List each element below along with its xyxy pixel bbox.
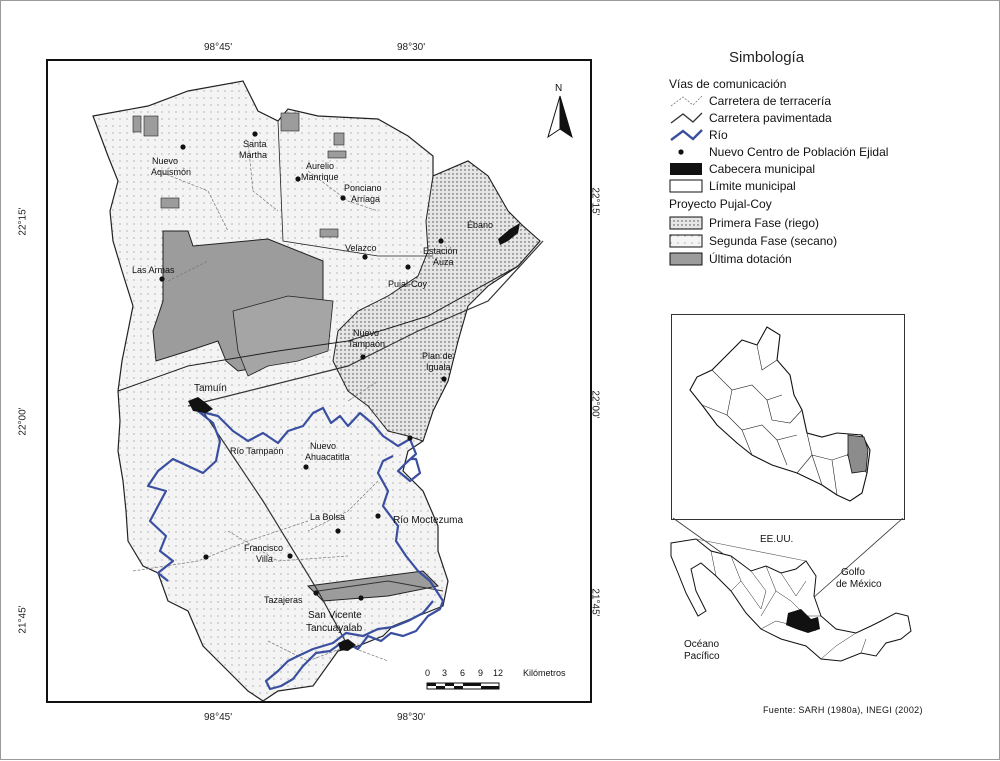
label-nuevo-ahuacatitla: Nuevo [310, 441, 337, 451]
scale-tick-3: 3 [442, 668, 448, 678]
scale-tick-9: 9 [478, 668, 484, 678]
label-nuevo-tampaon-2: Tampaón [348, 339, 386, 349]
inset-mexico-map [656, 521, 931, 696]
label-oceano-1: Océano [684, 639, 720, 650]
legend-label-primera: Primera Fase (riego) [709, 216, 820, 230]
scale-tick-0: 0 [425, 668, 431, 678]
scale-tick-6: 6 [460, 668, 466, 678]
label-las-armas: Las Armas [132, 265, 175, 275]
label-nuevo-aquismon: Nuevo [152, 156, 179, 166]
legend-vias-heading: Vías de comunicación [669, 77, 787, 91]
legend-title: Simbología [729, 49, 805, 66]
legend-label-rio: Río [709, 128, 728, 142]
label-francisco-villa: Francisco [244, 543, 284, 553]
label-nuevo-aquismon-2: Aquismón [151, 167, 192, 177]
label-rio-tampaon: Río Tampaón [230, 446, 284, 456]
label-aurelio: Aurelio [306, 161, 335, 171]
legend-proyecto-heading: Proyecto Pujal-Coy [669, 197, 772, 211]
label-tazajeras: Tazajeras [264, 595, 303, 605]
legend-label-limite: Límite municipal [709, 179, 796, 193]
label-ponciano-2: Arriaga [351, 194, 381, 204]
coord-left-bottom: 21°45' [17, 605, 29, 634]
label-oceano-2: Pacífico [684, 651, 720, 662]
label-plan-iguala: Plan de [422, 351, 453, 361]
label-la-bolsa: La Bolsa [310, 512, 346, 522]
label-plan-iguala-2: Iguala [426, 362, 451, 372]
label-pujal-coy: Pujal-Coy [388, 279, 428, 289]
label-francisco-villa-2: Villa [256, 554, 273, 564]
north-label: N [555, 83, 563, 94]
legend-label-ultima: Última dotación [709, 252, 792, 266]
legend-label-terraceria: Carretera de terracería [709, 94, 832, 108]
legend-label-pavimentada: Carretera pavimentada [709, 111, 832, 125]
coord-left-top: 22°15' [17, 207, 29, 236]
coord-left-mid: 22°00' [17, 407, 29, 436]
legend-label-segunda: Segunda Fase (secano) [709, 234, 838, 248]
label-velazco: Velazco [345, 243, 377, 253]
label-san-vicente: San Vicente [308, 610, 362, 621]
coord-right-top: 22°15' [589, 187, 601, 216]
label-estacion-2: Auza [433, 257, 454, 267]
label-tamuin: Tamuín [194, 383, 227, 394]
scale-unit: Kilómetros [523, 668, 566, 678]
label-santa-martha-2: Martha [239, 150, 268, 160]
label-aurelio-2: Manrique [301, 172, 339, 182]
coord-bottom-left: 98°45' [204, 712, 233, 723]
scale-tick-12: 12 [493, 668, 504, 678]
label-ebano: Ébano [467, 220, 494, 230]
label-santa-martha: Santa [243, 139, 267, 149]
coord-top-left: 98°45' [204, 42, 233, 53]
label-golfo-2: de México [836, 579, 882, 590]
label-san-vicente-2: Tancuayalab [306, 623, 363, 634]
source-note: Fuente: SARH (1980a), INEGI (2002) [763, 705, 923, 715]
label-nuevo-ahuacatitla-2: Ahuacatitla [305, 452, 350, 462]
label-ponciano: Ponciano [344, 183, 382, 193]
coord-bottom-right: 98°30' [397, 712, 426, 723]
coord-top-right: 98°30' [397, 42, 426, 53]
coord-right-mid: 22°00' [589, 390, 601, 419]
label-nuevo-tampaon: Nuevo [353, 328, 380, 338]
legend-label-cabecera: Cabecera municipal [709, 162, 816, 176]
label-eeuu: EE.UU. [760, 534, 794, 545]
label-golfo-1: Golfo [841, 567, 865, 578]
label-rio-moctezuma: Río Moctezuma [393, 515, 464, 526]
legend-label-nuevo-centro: Nuevo Centro de Población Ejidal [709, 145, 889, 159]
label-estacion: Estación [423, 246, 458, 256]
coord-right-bottom: 21°45' [589, 588, 601, 617]
